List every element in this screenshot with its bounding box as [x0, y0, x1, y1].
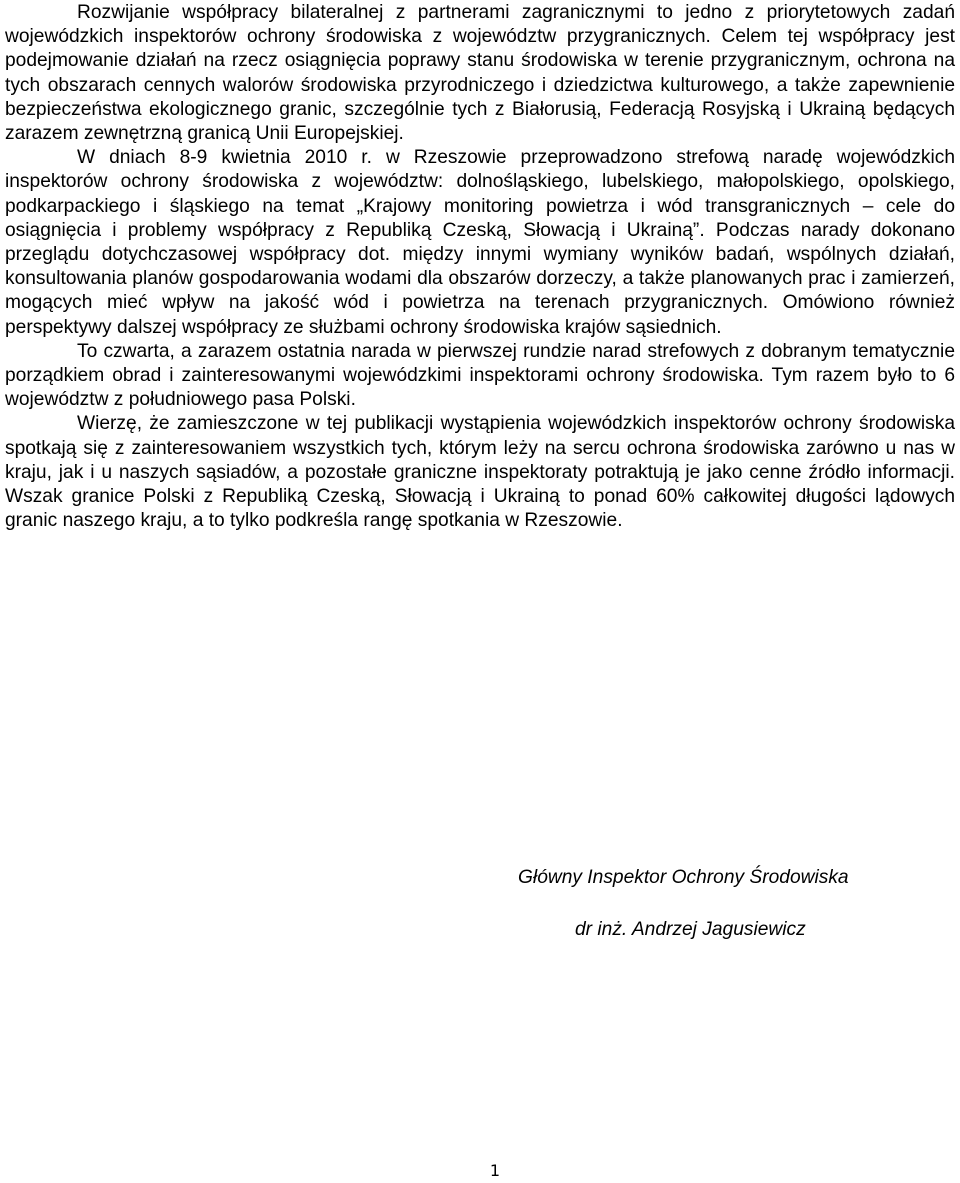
paragraph-meeting: W dniach 8-9 kwietnia 2010 r. w Rzeszowie przeprowadzono strefową naradę wojewódzkich inspektorów ochrony środowiska z województw: dolnośląskiego, lubelskiego, małopolskiego, opolskiego, podkarpackiego i śląskiego na temat „Krajowy monitoring powietrza i wód transgranicznych – cele do osiągnięcia i problemy współpracy z Republiką Czeską, Słowacją i Ukrainą”. Podczas narady dokonano przeglądu dotychczasowej współpracy dot. między innymi wymiany wyników badań, wspólnych działań, konsultowania planów gospodarowania wodami dla obszarów dorzeczy, a także planowanych prac i zamierzeń, mogących mieć wpływ na jakość wód i powietrza na terenach przygranicznych. Omówiono również perspektywy dalszej współpracy ze służbami ochrony środowiska krajów sąsiednich.	[5, 147, 955, 338]
signature-name: dr inż. Andrzej Jagusiewicz	[575, 919, 806, 940]
signature-title: Główny Inspektor Ochrony Środowiska	[518, 867, 849, 888]
document-body	[5, 1, 955, 533]
paragraph-round: To czwarta, a zarazem ostatnia narada w pierwszej rundzie narad strefowych z dobranym tematycznie porządkiem obrad i zainteresowanymi wojewódzkimi inspektorami ochrony środowiska. Tym razem było to 6 województw z południowego pasa Polski.	[5, 340, 955, 411]
paragraph-cooperation: Rozwijanie współpracy bilateralnej z partnerami zagranicznymi to jedno z priorytetowych zadań wojewódzkich inspektorów ochrony środowiska z województw przygranicznych. Celem tej współpracy jest podejmowanie działań na rzecz osiągnięcia poprawy stanu środowiska w terenie przygranicznym, ochrona na tych obszarach cennych walorów środowiska przyrodniczego i dziedzictwa kulturowego, a także zapewnienie bezpieczeństwa ekologicznego granic, szczególnie tych z Białorusią, Federacją Rosyjską i Ukrainą będących zarazem zewnętrzną granicą Unii Europejskiej.	[5, 2, 955, 145]
page-number: 1	[489, 1161, 501, 1180]
paragraph-publication: Wierzę, że zamieszczone w tej publikacji wystąpienia wojewódzkich inspektorów ochrony środowiska spotkają się z zainteresowaniem wszystkich tych, którym leży na sercu ochrona środowiska zarówno u nas w kraju, jak i u naszych sąsiadów, a pozostałe graniczne inspektoraty potraktują je jako cenne źródło informacji. Wszak granice Polski z Republiką Czeską, Słowacją i Ukrainą to ponad 60% całkowitej długości lądowych granic naszego kraju, a to tylko podkreśla rangę spotkania w Rzeszowie.	[5, 413, 955, 532]
document-page	[5, 0, 955, 1183]
